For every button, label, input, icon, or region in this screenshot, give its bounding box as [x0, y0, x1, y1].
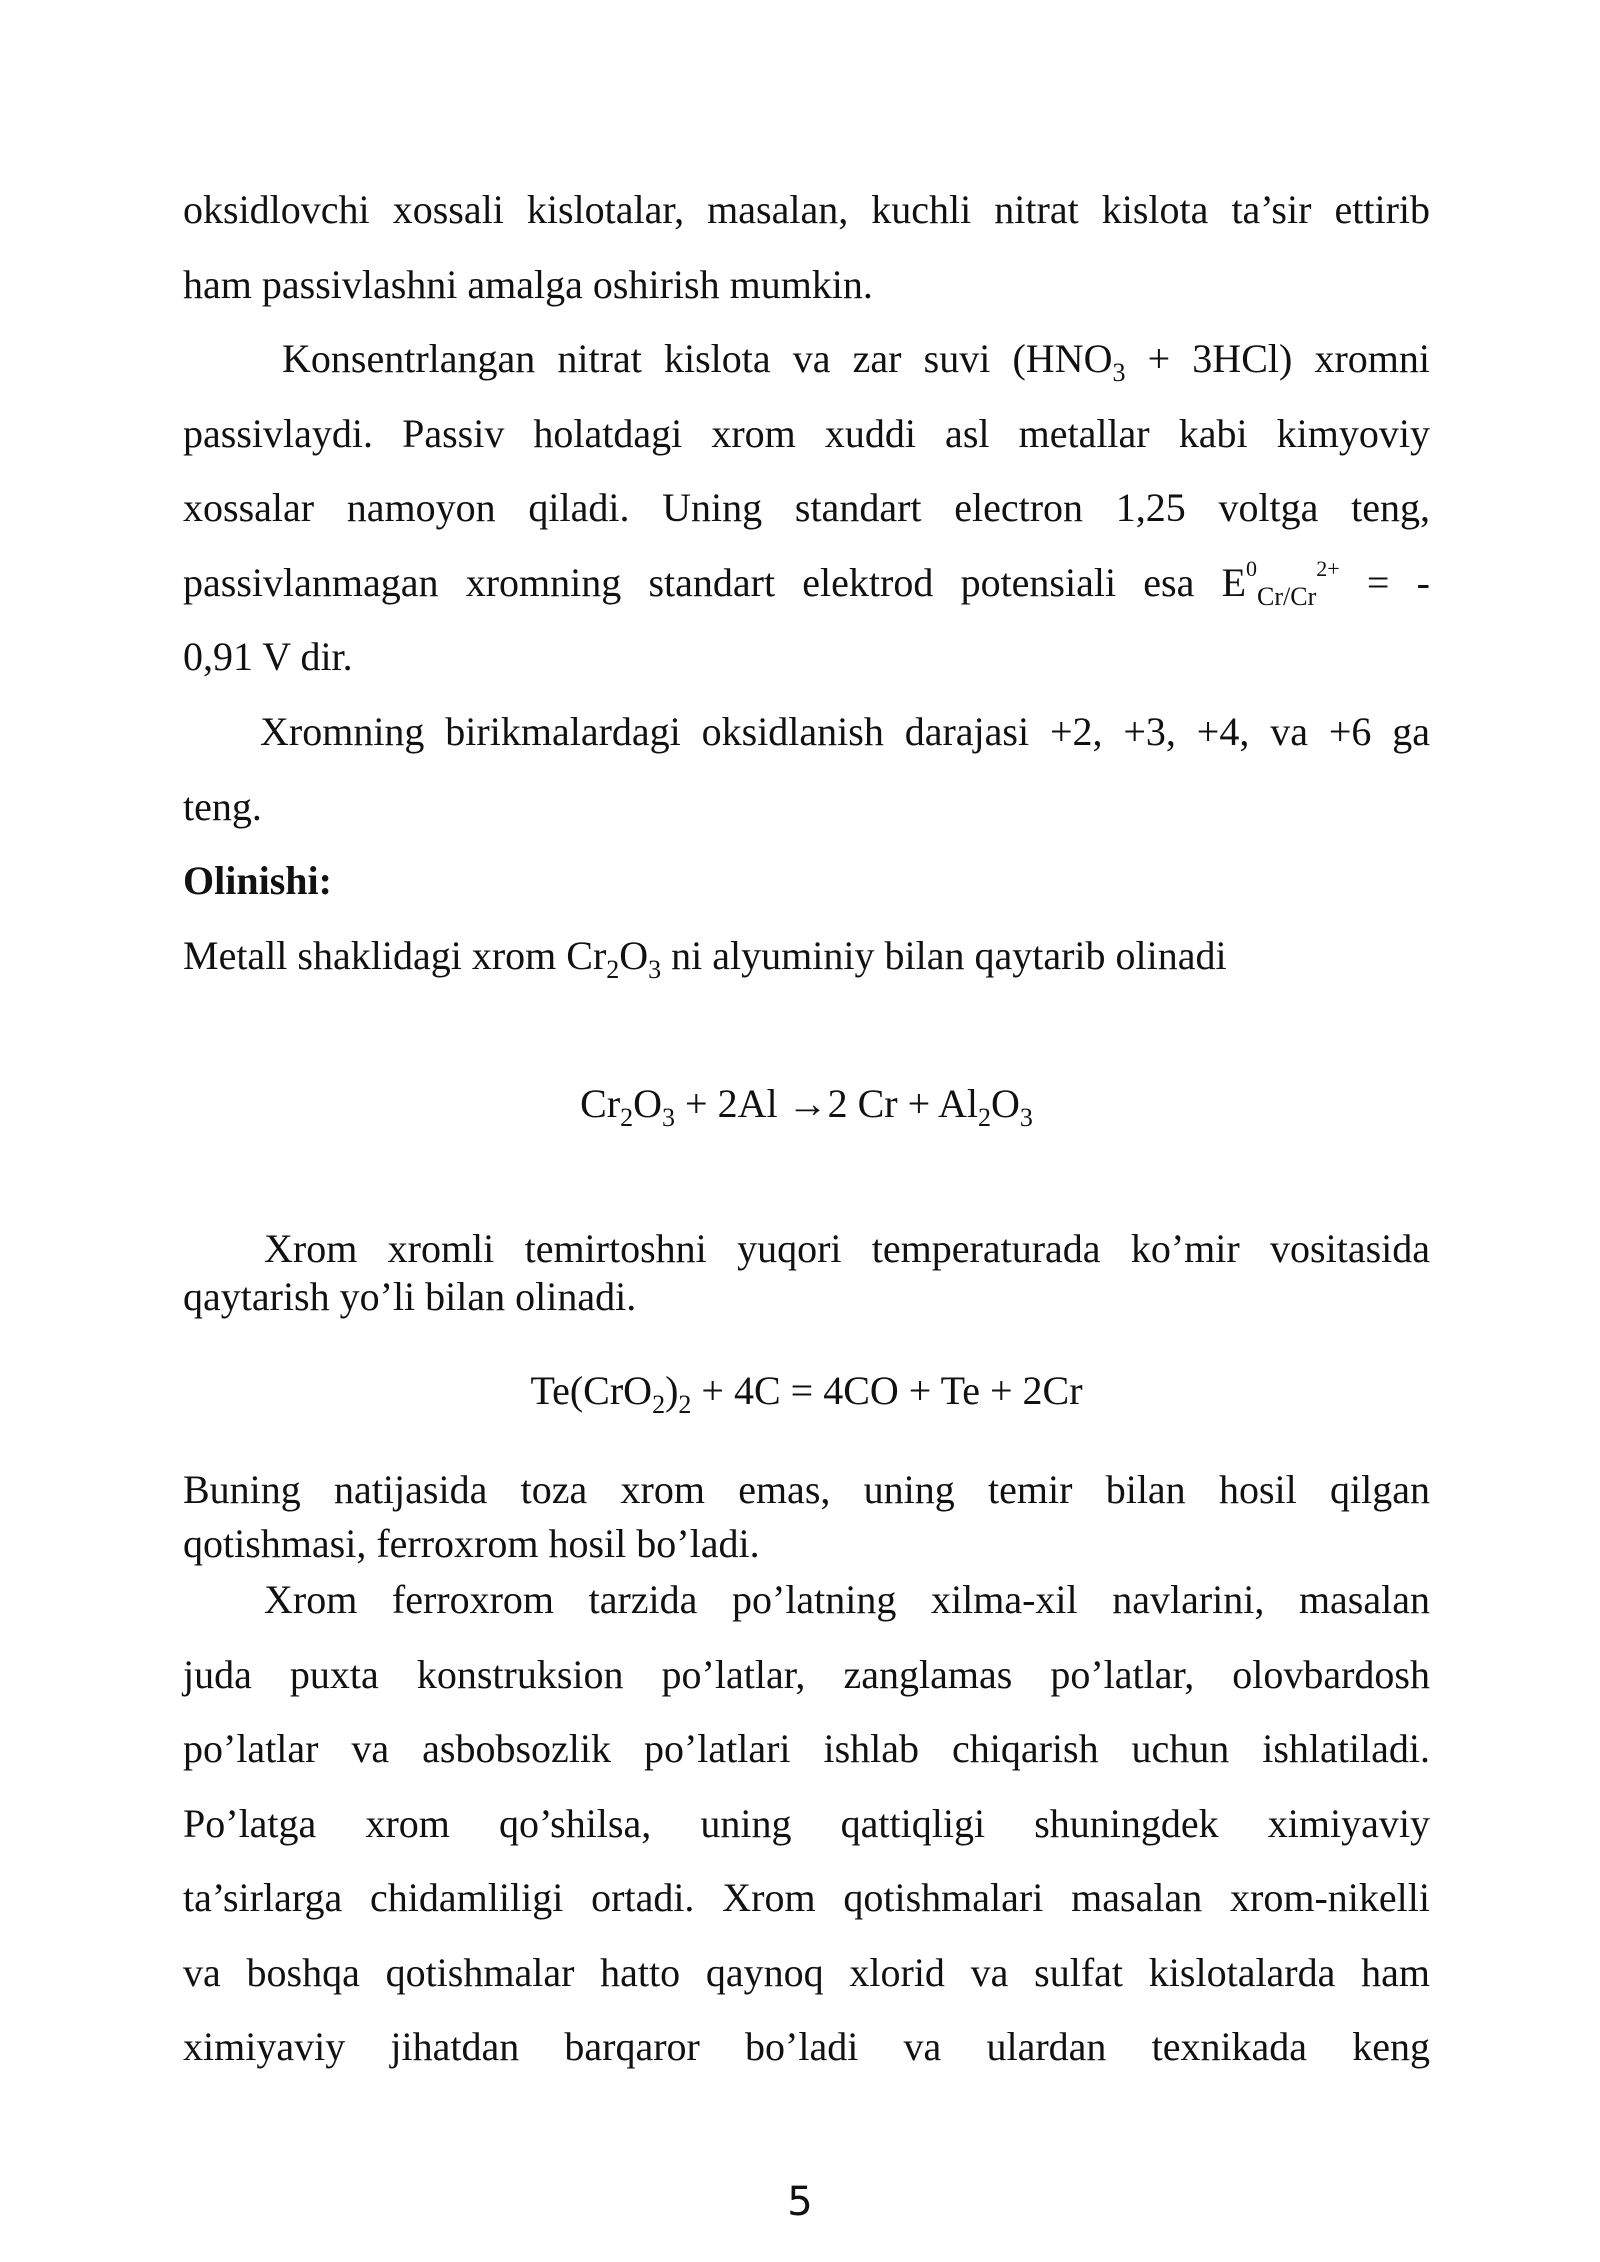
paragraph-line — [183, 556, 1430, 611]
paragraph-line: ham passivlashni amalga oshirish mumkin. — [183, 262, 873, 307]
superscript: 2+ — [1316, 556, 1340, 581]
text-run: Metall shaklidagi xrom Cr — [183, 933, 607, 978]
text-run: ni alyuminiy bilan qaytarib olinadi — [661, 933, 1227, 978]
subscript: 3 — [662, 1103, 676, 1132]
paragraph-line: Xrom xromli temirtoshni yuqori temperaturada ko’mir vositasida — [264, 1226, 1430, 1271]
text-run: = - — [1339, 560, 1430, 605]
text-run: + 4C = 4CO + Te + 2Cr — [691, 1368, 1083, 1413]
subscript: 3 — [1112, 358, 1126, 387]
paragraph-line: Xromning birikmalardagi oksidlanish darajasi +2, +3, +4, va +6 ga — [260, 709, 1430, 754]
paragraph-line: qotishmasi, ferroxrom hosil bo’ladi. — [183, 1521, 760, 1566]
subscript: 2 — [652, 1390, 666, 1419]
subscript: 2 — [606, 955, 620, 984]
paragraph-line — [183, 932, 1430, 984]
text-run: O — [619, 933, 649, 978]
text-run: O — [990, 1081, 1020, 1126]
paragraph-line — [282, 335, 1430, 387]
paragraph-line: va boshqa qotishmalar hatto qaynoq xlorid va sulfat kislotalarda ham — [183, 1950, 1430, 1995]
paragraph-line: juda puxta konstruksion po’latlar, zanglamas po’latlar, olovbardosh — [183, 1652, 1430, 1697]
paragraph-line: 0,91 V dir. — [183, 634, 353, 679]
paragraph-line: xossalar namoyon qiladi. Uning standart electron 1,25 voltga teng, — [183, 485, 1430, 530]
paragraph-line: passivlaydi. Passiv holatdagi xrom xuddi asl metallar kabi kimyoviy — [183, 411, 1430, 456]
text-run: + 3HCl) xromni — [1125, 336, 1430, 381]
paragraph-line: oksidlovchi xossali kislotalar, masalan, kuchli nitrat kislota ta’sir ettirib — [183, 187, 1430, 232]
paragraph-line: ta’sirlarga chidamliligi ortadi. Xrom qotishmalari masalan xrom-nikelli — [183, 1875, 1430, 1920]
subscript: 3 — [1019, 1103, 1033, 1132]
subscript: 2 — [620, 1103, 634, 1132]
superscript: 0 — [1246, 556, 1258, 581]
chemical-equation — [183, 1080, 1430, 1132]
paragraph-line: Buning natijasida toza xrom emas, uning temir bilan hosil qilgan — [183, 1467, 1430, 1512]
paragraph-line: po’latlar va asbobsozlik po’latlari ishlab chiqarish uchun ishlatiladi. — [183, 1726, 1430, 1771]
text-run: Te(CrO — [530, 1368, 653, 1413]
paragraph-line: Xrom ferroxrom tarzida po’latning xilma-xil navlarini, masalan — [264, 1577, 1430, 1622]
page-number: 5 — [787, 2179, 813, 2225]
text-run: ) — [665, 1368, 679, 1413]
text-run: Cr — [580, 1081, 621, 1126]
text-run: Konsentrlangan nitrat kislota va zar suvi (HNO — [282, 336, 1113, 381]
paragraph-line: Po’latga xrom qo’shilsa, uning qattiqligi shuningdek ximiyaviy — [183, 1801, 1430, 1846]
chemical-equation — [183, 1367, 1430, 1419]
subscript: Cr/Cr — [1257, 582, 1317, 611]
subscript: 3 — [648, 955, 662, 984]
paragraph-line: ximiyaviy jihatdan barqaror bo’ladi va ulardan texnikada keng — [183, 2024, 1430, 2069]
subscript: 2 — [977, 1103, 991, 1132]
paragraph-line: qaytarish yo’li bilan olinadi. — [183, 1274, 637, 1319]
section-heading: Olinishi: — [183, 858, 332, 903]
paragraph-line: teng. — [183, 784, 262, 829]
text-run: + 2Al →2 Cr + Al — [675, 1081, 978, 1126]
text-run: O — [633, 1081, 663, 1126]
text-run: passivlanmagan xromning standart elektrod potensiali esa E — [183, 560, 1247, 605]
subscript: 2 — [678, 1390, 692, 1419]
